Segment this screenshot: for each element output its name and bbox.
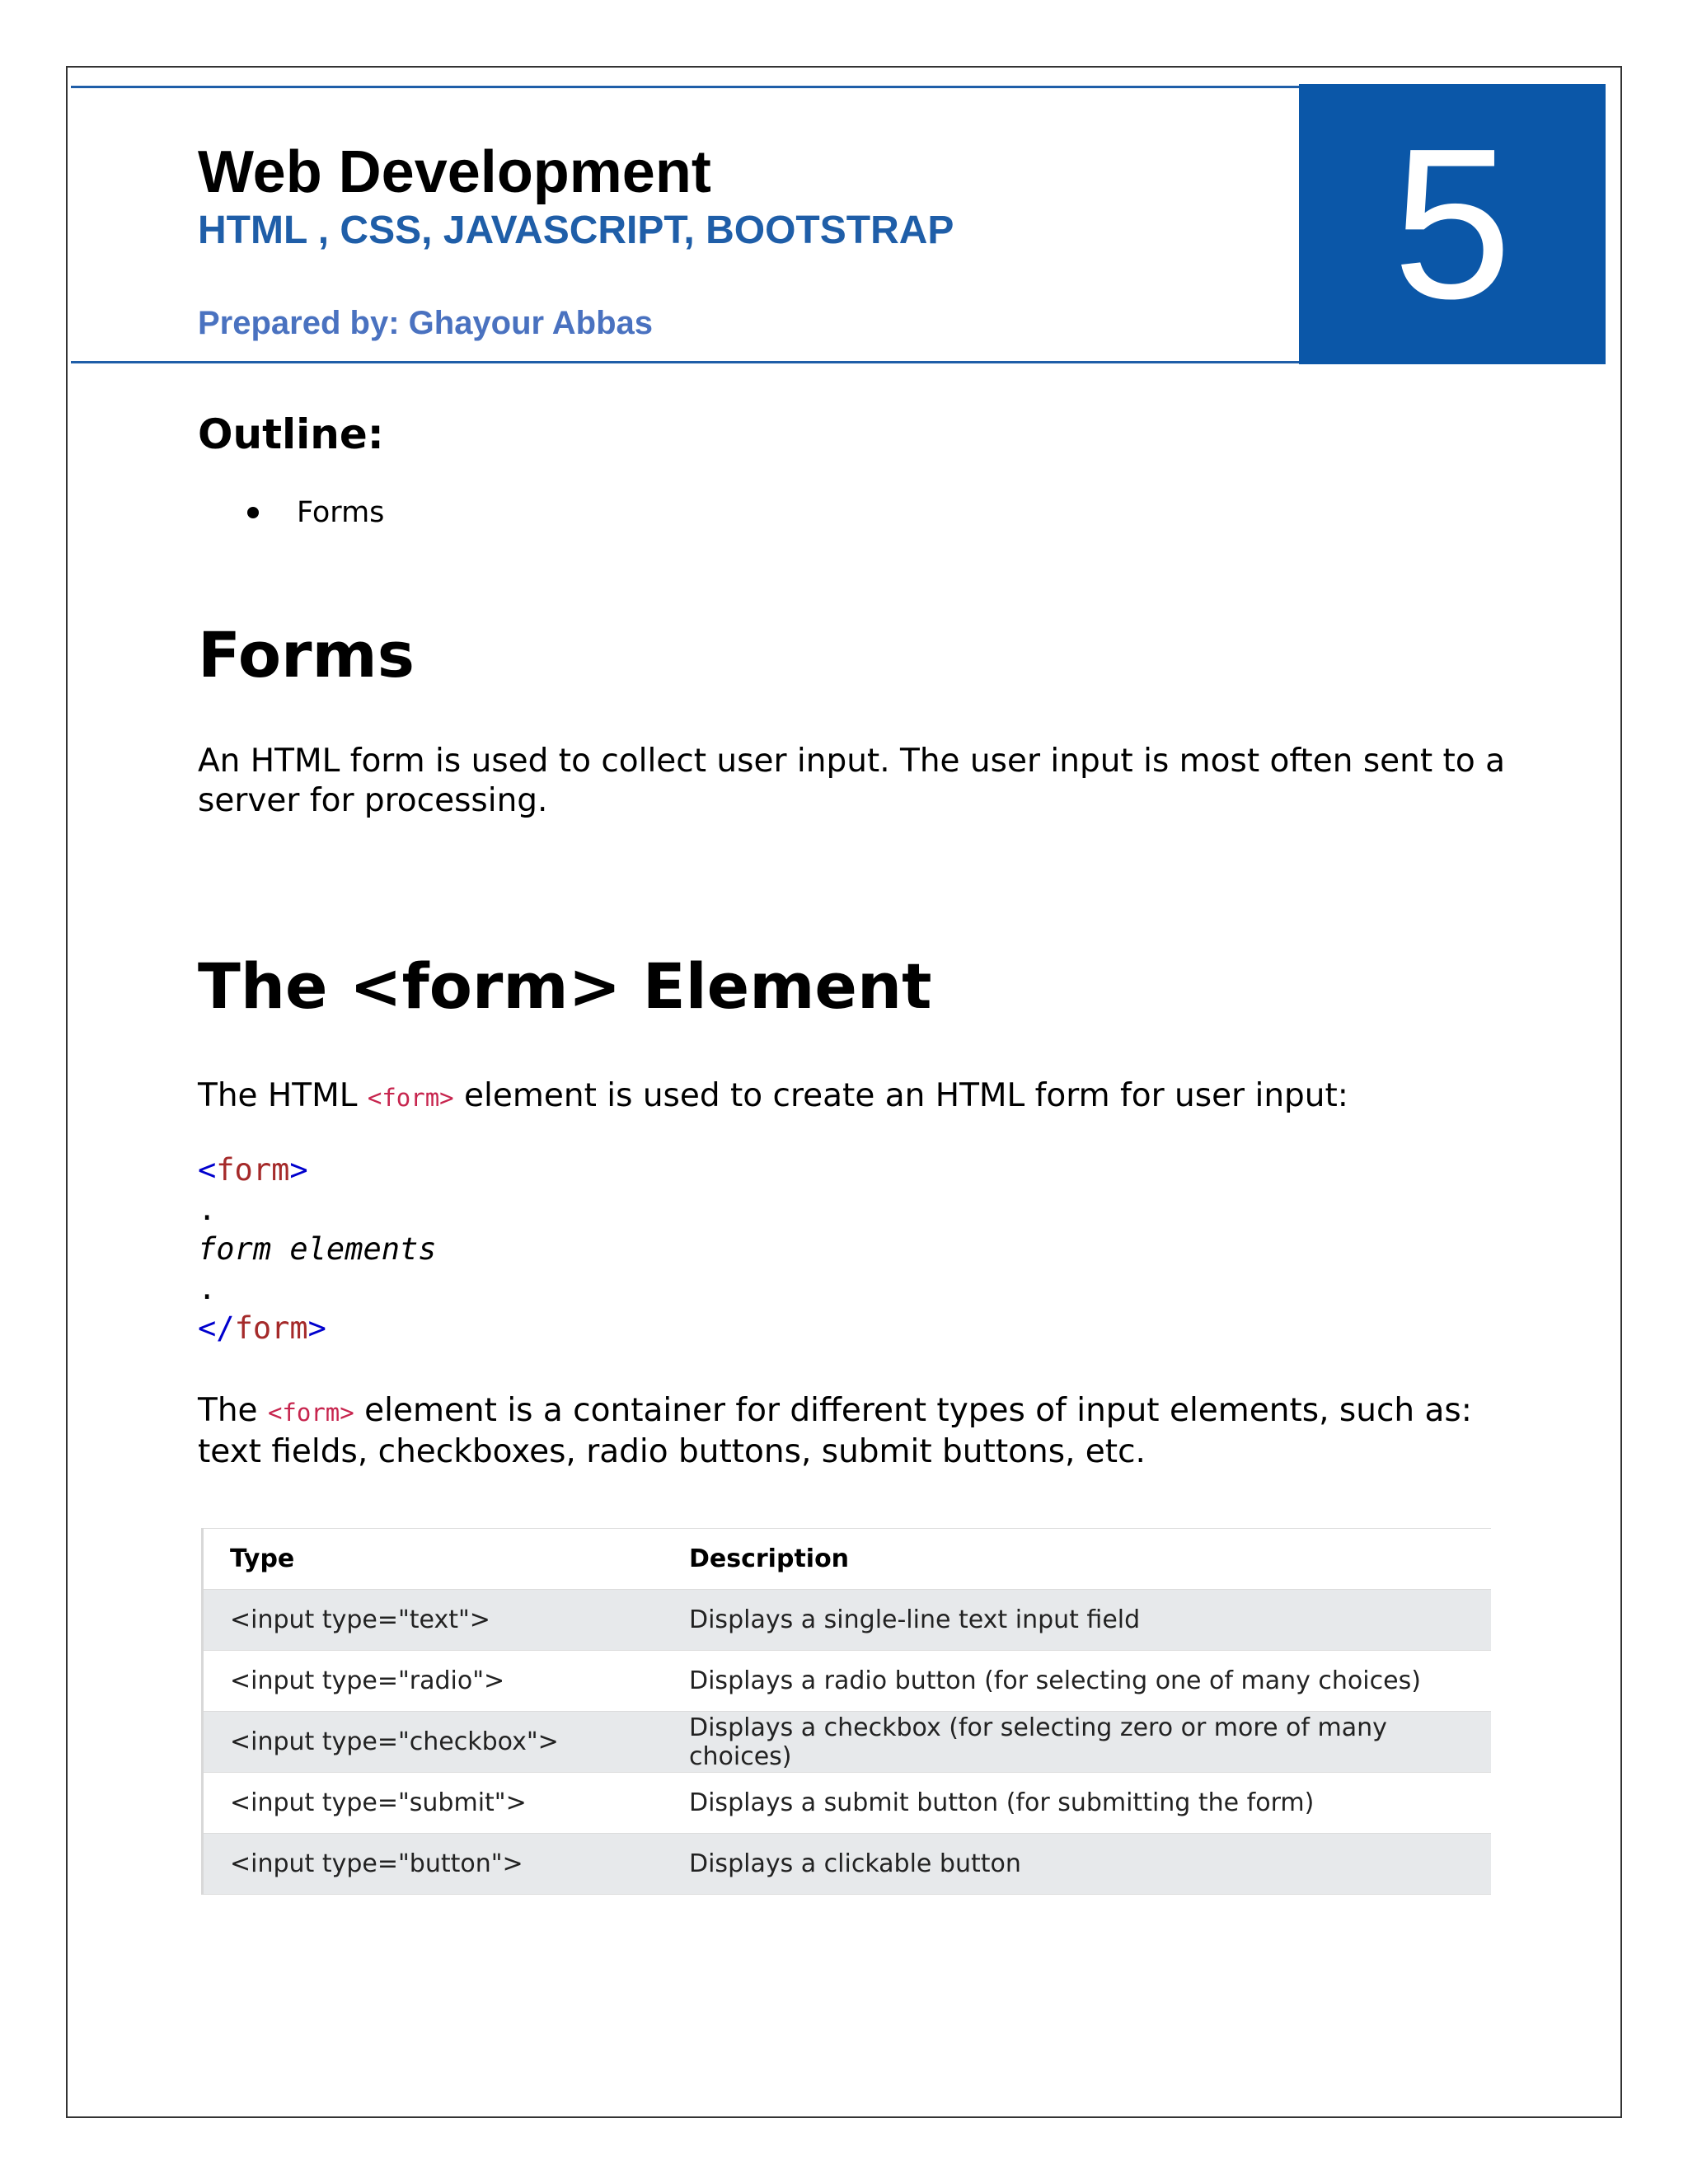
column-header-type: Type — [203, 1529, 663, 1590]
table-cell-type: <input type="radio"> — [203, 1651, 663, 1712]
table-row — [203, 1712, 1492, 1773]
table-cell-description: Displays a submit button (for submitting the form) — [663, 1773, 1491, 1834]
form-container-paragraph — [198, 1391, 1508, 1472]
inline-code-form: <form> — [267, 1399, 354, 1427]
form-element-intro — [198, 1076, 1508, 1118]
column-header-description: Description — [663, 1529, 1491, 1590]
table-cell-description: Displays a checkbox (for selecting zero or more of many choices) — [663, 1712, 1491, 1773]
header-top-rule — [71, 86, 1299, 88]
table-row — [203, 1590, 1492, 1651]
container-text-before: The — [198, 1392, 258, 1429]
code-line-comment: form elements — [198, 1231, 437, 1267]
code-line-dot: . — [198, 1271, 217, 1306]
document-author: Prepared by: Ghayour Abbas — [198, 305, 653, 341]
code-example — [198, 1151, 437, 1348]
inline-code-form: <form> — [367, 1084, 454, 1112]
table-row — [203, 1834, 1492, 1895]
code-line-close-tag: </form> — [198, 1310, 326, 1346]
table-row — [203, 1773, 1492, 1834]
form-element-heading: The <form> Element — [198, 949, 932, 1023]
bullet-icon — [247, 507, 259, 518]
container-text-after: element is a container for different types of input elements, such as: text fields, checkboxes, radio buttons, submit buttons, etc. — [198, 1392, 1472, 1470]
document-title: Web Development — [198, 139, 711, 205]
table-cell-description: Displays a single-line text input field — [663, 1590, 1491, 1651]
outline-heading: Outline: — [198, 410, 384, 458]
input-types-table — [201, 1528, 1491, 1895]
forms-heading: Forms — [198, 618, 415, 691]
intro-text-before: The HTML — [198, 1077, 358, 1114]
outline-item — [247, 496, 384, 529]
table-cell-description: Displays a clickable button — [663, 1834, 1491, 1895]
outline-list — [247, 496, 384, 529]
chapter-number: 5 — [1392, 105, 1512, 344]
table-cell-description: Displays a radio button (for selecting one of many choices) — [663, 1651, 1491, 1712]
code-line-dot: . — [198, 1192, 217, 1227]
forms-paragraph: An HTML form is used to collect user input. The user input is most often sent to a server for processing. — [198, 743, 1505, 819]
table-cell-type: <input type="text"> — [203, 1590, 663, 1651]
code-line-open-tag: <form> — [198, 1152, 308, 1188]
table-row — [203, 1651, 1492, 1712]
table-cell-type: <input type="button"> — [203, 1834, 663, 1895]
table-header-row — [203, 1529, 1492, 1590]
document-subtitle: HTML , CSS, JAVASCRIPT, BOOTSTRAP — [198, 209, 954, 252]
outline-item-label: Forms — [297, 496, 385, 529]
intro-text-after: element is used to create an HTML form for user input: — [464, 1077, 1348, 1114]
chapter-number-badge — [1299, 84, 1606, 364]
table-cell-type: <input type="submit"> — [203, 1773, 663, 1834]
table-cell-type: <input type="checkbox"> — [203, 1712, 663, 1773]
